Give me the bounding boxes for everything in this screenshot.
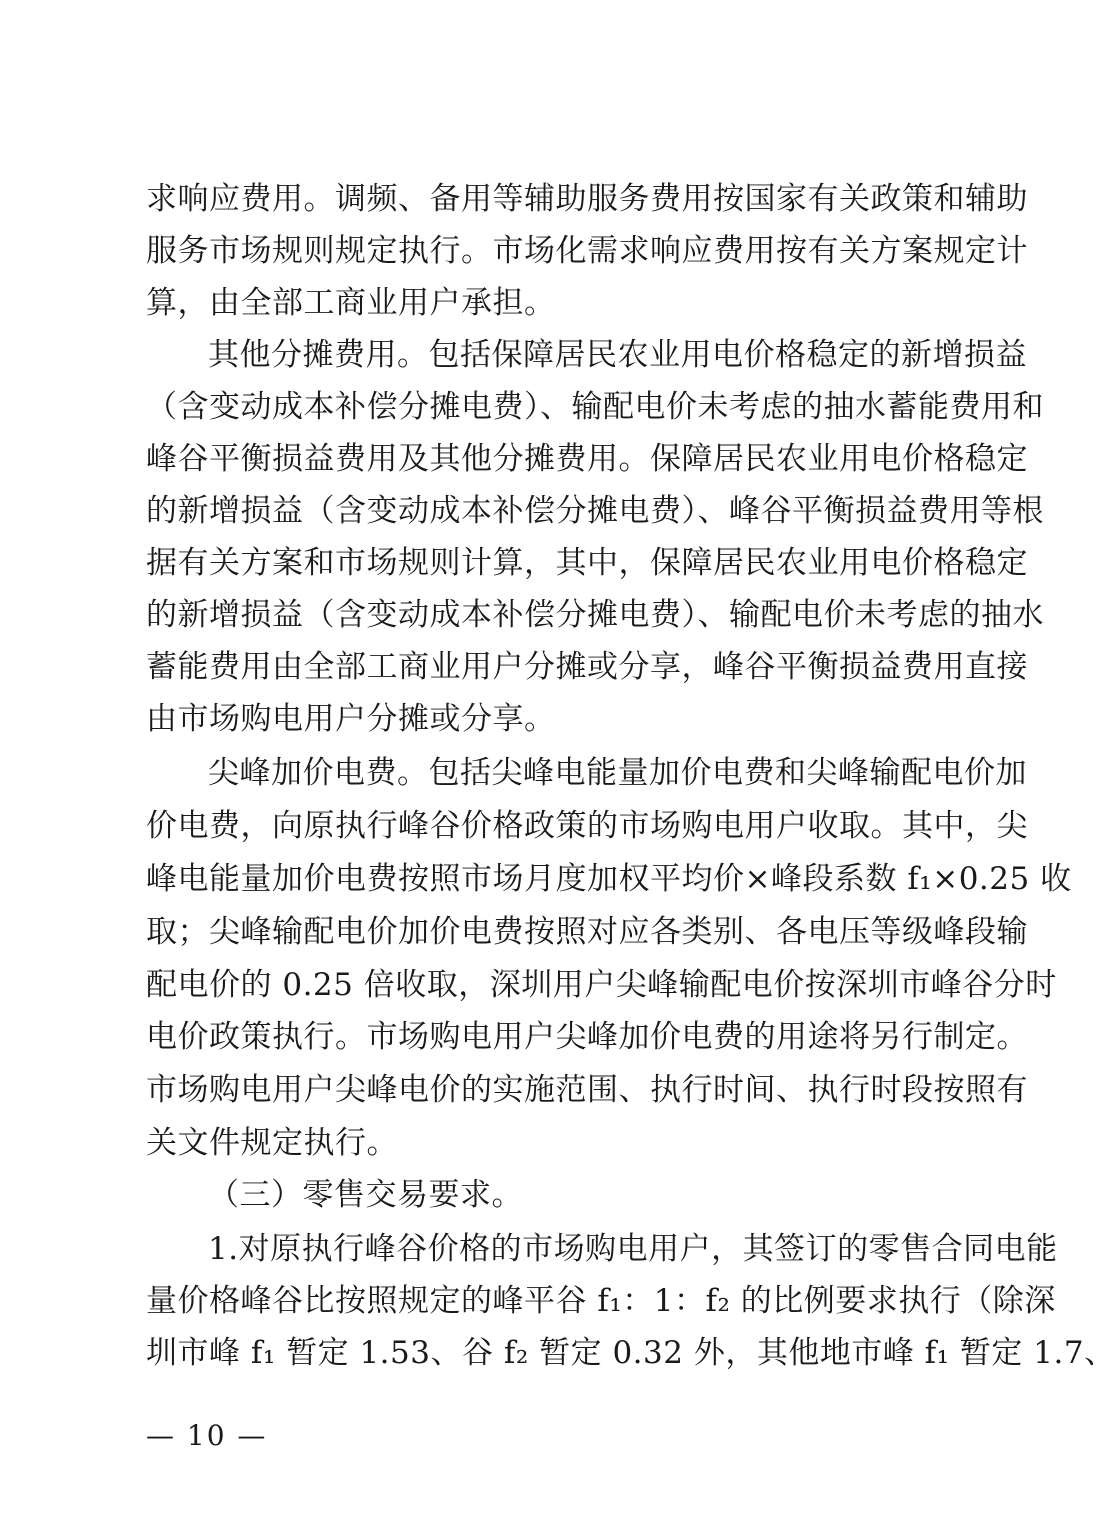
body-line: （含变动成本补偿分摊电费）、输配电价未考虑的抽水蓄能费用和 <box>146 389 1044 425</box>
body-line: 由市场购电用户分摊或分享。 <box>146 701 556 737</box>
body-line: 圳市峰 f₁ 暂定 1.53、谷 f₂ 暂定 0.32 外，其他地市峰 f₁ 暂定 1.7、 <box>146 1335 1116 1371</box>
body-line: 取；尖峰输配电价加价电费按照对应各类别、各电压等级峰段输 <box>146 914 1028 950</box>
body-line: 电价政策执行。市场购电用户尖峰加价电费的用途将另行制定。 <box>146 1019 1028 1055</box>
body-line: 峰电能量加价电费按照市场月度加权平均价×峰段系数 f₁×0.25 收 <box>146 861 1072 897</box>
body-line: 价电费，向原执行峰谷价格政策的市场购电用户收取。其中，尖 <box>146 808 1028 844</box>
body-line: 峰谷平衡损益费用及其他分摊费用。保障居民农业用电价格稳定 <box>146 441 1028 477</box>
page-number: — 10 — <box>146 1419 268 1452</box>
body-line: 据有关方案和市场规则计算，其中，保障居民农业用电价格稳定 <box>146 545 1028 581</box>
body-line: 服务市场规则规定执行。市场化需求响应费用按有关方案规定计 <box>146 233 1028 269</box>
body-line: 的新增损益（含变动成本补偿分摊电费）、峰谷平衡损益费用等根 <box>146 493 1044 529</box>
body-line: 量价格峰谷比按照规定的峰平谷 f₁：1：f₂ 的比例要求执行（除深 <box>146 1283 1056 1319</box>
body-line: 的新增损益（含变动成本补偿分摊电费）、输配电价未考虑的抽水 <box>146 597 1044 633</box>
paragraph-first-line: 1.对原执行峰谷价格的市场购电用户，其签订的零售合同电能 <box>208 1231 1058 1267</box>
body-line: 蓄能费用由全部工商业用户分摊或分享，峰谷平衡损益费用直接 <box>146 649 1028 685</box>
body-line: 市场购电用户尖峰电价的实施范围、执行时间、执行时段按照有 <box>146 1072 1028 1108</box>
body-line: 配电价的 0.25 倍收取，深圳用户尖峰输配电价按深圳市峰谷分时 <box>146 967 1057 1003</box>
paragraph-first-line: 其他分摊费用。包括保障居民农业用电价格稳定的新增损益 <box>208 337 1027 373</box>
paragraph-first-line: 尖峰加价电费。包括尖峰电能量加价电费和尖峰输配电价加 <box>208 755 1027 791</box>
section-heading: （三）零售交易要求。 <box>208 1177 523 1213</box>
body-line: 关文件规定执行。 <box>146 1125 398 1161</box>
body-line: 求响应费用。调频、备用等辅助服务费用按国家有关政策和辅助 <box>146 181 1028 217</box>
body-line: 算，由全部工商业用户承担。 <box>146 285 556 321</box>
